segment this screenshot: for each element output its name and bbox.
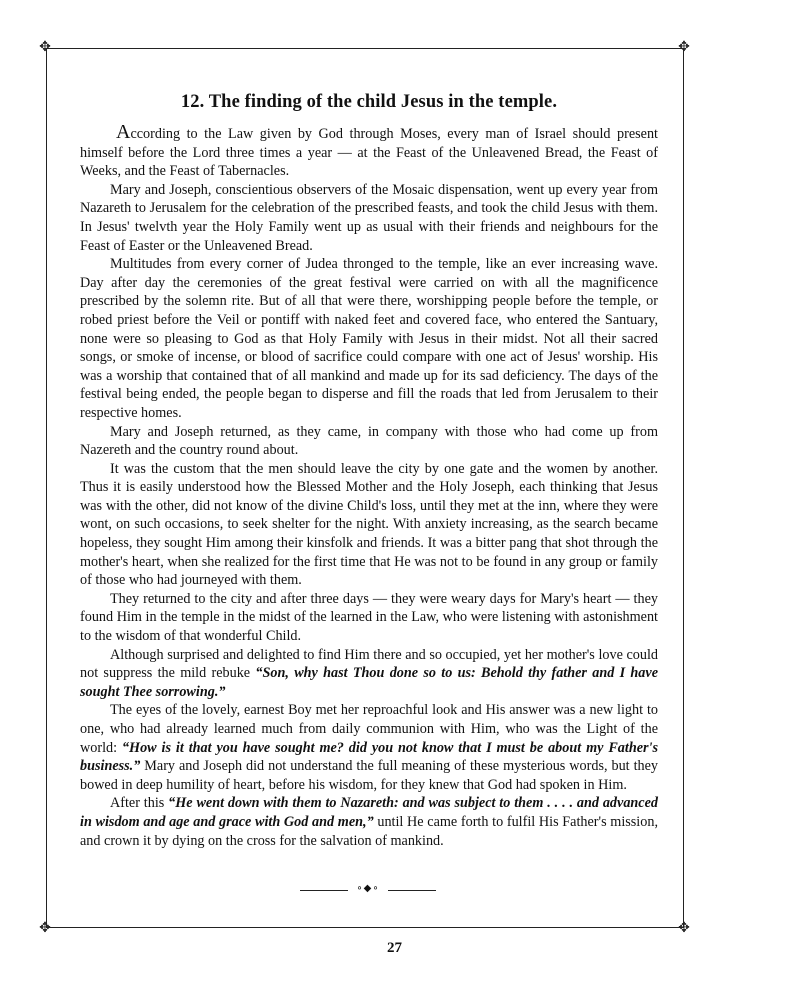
paragraph-text: Mary and Joseph, conscientious observers of the Mosaic dispensation, went up every year from Nazareth to Jerusalem for the celebration of the prescribed feasts, and took the child Jesus with them. In Jesus' twelvth year the Holy Family went up as usual with their friends and neighbours for the Feast of Easter or the Unleavened Bread. (80, 181, 658, 254)
corner-ornament-icon: ✥ (678, 920, 690, 936)
paragraph-text: until He came forth to fulfil His Father's mission, and crown it by dying on the cross for the salvation of mankind. (80, 813, 658, 849)
paragraph-text: After this (110, 795, 169, 812)
paragraph-text: According to the Law given by God through Moses, every man of Israel should present himself before the Lord three times a year — at the Feast of the Unleavened Bread, the Feast of Weeks, and the Feast of Tabernacles. (80, 121, 658, 180)
paragraph-text: Mary and Joseph did not understand the full meaning of these mysterious words, but they bowed in deep humility of heart, before his wisdom, for they knew that God had spoken in Him. (80, 758, 658, 793)
paragraph (80, 701, 658, 794)
paragraph-text: Although surprised and delighted to find Him there and so occupied, yet her mother's love could not suppress the mild rebuke (80, 646, 658, 682)
paragraph (80, 123, 658, 181)
corner-ornament-icon: ✥ (678, 39, 690, 55)
paragraph (80, 794, 658, 850)
quotation: “He went down with them to Nazareth: and was subject to them . . . . and advanced in wisdom and age and grace with God and men,” (80, 795, 658, 830)
corner-ornament-icon: ✥ (39, 920, 51, 936)
paragraph (80, 255, 658, 422)
paragraph-text: The eyes of the lovely, earnest Boy met her reproachful look and His answer was a new light to one, who had already learned much from daily communion with Him, who was the Light of the world: (80, 702, 658, 756)
page-number: 27 (387, 940, 402, 956)
divider-line (300, 890, 348, 891)
quotation: “Son, why hast Thou done so to us: Behold thy father and I have sought Thee sorrowing.” (80, 665, 658, 700)
ornamental-divider (300, 883, 436, 896)
divider-line (388, 890, 436, 891)
paragraph (80, 423, 658, 460)
page-title: 12. The finding of the child Jesus in the temple. (180, 92, 558, 112)
paragraph-text: Multitudes from every corner of Judea thronged to the temple, like an ever increasing wave. Day after day the ceremonies of the great festival were carried on with all the magnificence prescribed by the solemn rite. But of all that were there, worshipping people before the temple, or robed priest before the Veil or pontiff with naked feet and covered face, who entered the Santuary, none were so pleasing to God as that Holy Family with Jesus in their midst. Not all their sacred songs, or smoke of incense, or blood of sacrifice could compare with one act of Jesus' worship. His was a worship that contained that of all mankind and made up for its sad deficiency. The days of the festival being ended, the people began to disperse and fill the roads that led from Jerusalem to their respective homes. (80, 256, 658, 421)
paragraph (80, 646, 658, 702)
corner-ornament-icon: ✥ (39, 39, 51, 55)
divider-ornament-icon: ∘◆∘ (356, 883, 380, 894)
paragraph (80, 460, 658, 590)
paragraph-text: It was the custom that the men should leave the city by one gate and the women by another. Thus it is easily understood how the Blessed Mother and the Holy Joseph, each thinking that Jesus was with the other, did not know of the divine Child's loss, until they met at the inn, where they were wont, on such occasions, to seek shelter for the night. With anxiety increasing, as the search became hopeless, they sought Him among their kinsfolk and friends. It was a bitter pang that shot through the mother's heart, when she realized for the first time that He was not to be found in any group or family of those who had journeyed with them. (80, 460, 658, 589)
paragraph (80, 181, 658, 255)
quotation: “How is it that you have sought me? did you not know that I must be about my Father's business.” (80, 739, 659, 775)
page-content (80, 92, 658, 850)
paragraph-text: Mary and Joseph returned, as they came, in company with those who had come up from Nazereth and the country round about. (80, 423, 658, 459)
body-text (80, 123, 658, 850)
paragraph-text: They returned to the city and after three days — they were weary days for Mary's heart — they found Him in the temple in the midst of the learned in the Law, who were listening with astonishment to the wisdom of that wonderful Child. (80, 590, 658, 645)
paragraph (80, 590, 658, 646)
